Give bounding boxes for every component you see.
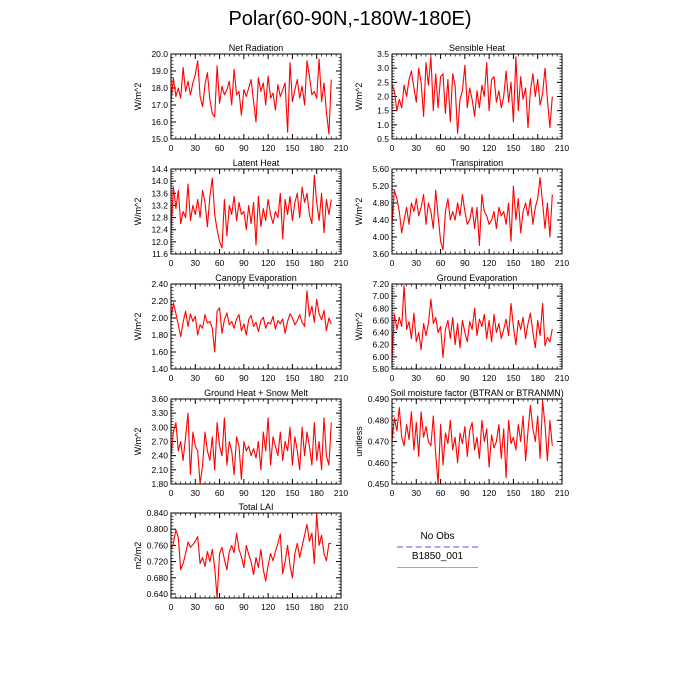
x-tick-label: 60	[435, 488, 446, 498]
y-tick-label: 3.5	[377, 49, 389, 59]
y-tick-label: 19.0	[151, 66, 168, 76]
series-line-b1850-001	[171, 514, 331, 598]
panel-title: Total LAI	[238, 502, 274, 512]
panel-title: Transpiration	[450, 158, 504, 168]
y-tick-label: 2.5	[377, 77, 389, 88]
x-tick-label: 150	[506, 373, 521, 383]
panel-title: Soil moisture factor (BTRAN or BTRANMN)	[390, 388, 564, 398]
y-tick-label: 6.40	[372, 327, 389, 338]
y-axis-label: W/m^2	[354, 197, 364, 226]
x-tick-label: 60	[435, 373, 446, 383]
y-tick-label: 4.40	[372, 215, 389, 225]
x-tick-label: 210	[554, 373, 570, 383]
y-axis-label: m2/m2	[133, 541, 143, 570]
x-tick-label: 30	[190, 258, 201, 268]
x-tick-label: 90	[460, 258, 470, 268]
x-tick-label: 180	[530, 143, 545, 153]
x-tick-label: 60	[214, 488, 225, 498]
panel-title: Net Radiation	[228, 43, 284, 53]
y-axis-label: W/m^2	[133, 427, 143, 456]
x-tick-label: 90	[460, 143, 470, 153]
y-tick-label: 17.0	[151, 100, 168, 110]
x-tick-label: 90	[239, 258, 249, 268]
y-axis-label: W/m^2	[133, 312, 143, 341]
x-tick-label: 0	[389, 258, 395, 268]
x-tick-label: 30	[190, 143, 201, 153]
y-tick-label: 2.40	[151, 450, 168, 461]
x-tick-label: 0	[168, 143, 174, 153]
x-tick-label: 180	[530, 258, 545, 268]
x-tick-label: 180	[530, 488, 545, 498]
y-tick-label: 0.840	[146, 508, 168, 518]
x-tick-label: 90	[460, 488, 470, 498]
x-tick-label: 150	[285, 143, 300, 153]
legend-obs-line	[397, 546, 478, 548]
chart-panel	[354, 273, 569, 383]
y-tick-label: 2.0	[377, 91, 389, 102]
y-tick-label: 1.40	[151, 364, 168, 374]
chart-panel	[133, 388, 348, 498]
y-axis-label: W/m^2	[354, 312, 364, 341]
x-tick-label: 30	[411, 373, 422, 383]
x-tick-label: 150	[285, 602, 300, 612]
y-tick-label: 13.6	[151, 188, 168, 199]
x-tick-label: 210	[333, 488, 349, 498]
series-line-b1850-001	[171, 291, 331, 352]
x-tick-label: 210	[333, 143, 349, 153]
x-tick-label: 30	[411, 143, 422, 153]
x-tick-label: 210	[554, 143, 570, 153]
x-tick-label: 180	[309, 258, 324, 268]
panel-title: Sensible Heat	[448, 43, 506, 53]
x-tick-label: 150	[285, 258, 300, 268]
y-tick-label: 11.6	[152, 249, 168, 259]
x-tick-label: 120	[261, 143, 276, 153]
x-tick-label: 30	[190, 488, 201, 498]
x-tick-label: 210	[554, 488, 570, 498]
y-tick-label: 7.20	[372, 279, 389, 289]
x-tick-label: 0	[168, 602, 174, 612]
y-tick-label: 12.0	[151, 236, 168, 247]
y-tick-label: 3.00	[151, 422, 168, 433]
x-tick-label: 150	[506, 488, 521, 498]
series-line-b1850-001	[392, 57, 552, 134]
y-tick-label: 14.0	[151, 176, 168, 187]
y-tick-label: 13.2	[151, 200, 168, 211]
y-axis-label: W/m^2	[354, 82, 364, 111]
x-tick-label: 30	[411, 488, 422, 498]
y-tick-label: 1.80	[151, 330, 168, 340]
y-tick-label: 0.460	[367, 457, 389, 468]
y-tick-label: 12.8	[151, 212, 168, 223]
x-tick-label: 60	[214, 373, 225, 383]
x-tick-label: 120	[261, 373, 276, 383]
x-tick-label: 120	[482, 143, 497, 153]
y-tick-label: 15.0	[151, 134, 168, 144]
y-tick-label: 0.490	[367, 394, 389, 404]
x-tick-label: 90	[239, 602, 249, 612]
plot-frame	[392, 284, 562, 369]
x-tick-label: 60	[435, 258, 446, 268]
x-tick-label: 30	[190, 373, 201, 383]
series-line-b1850-001	[392, 286, 552, 360]
x-tick-label: 150	[285, 488, 300, 498]
x-tick-label: 180	[309, 488, 324, 498]
y-tick-label: 0.680	[146, 572, 168, 583]
y-tick-label: 6.00	[372, 351, 389, 362]
y-tick-label: 3.30	[151, 408, 168, 419]
y-tick-label: 0.450	[367, 479, 389, 489]
x-tick-label: 90	[460, 373, 470, 383]
x-tick-label: 30	[190, 602, 201, 612]
series-line-b1850-001	[392, 178, 552, 250]
x-tick-label: 0	[389, 488, 395, 498]
y-tick-label: 1.80	[151, 479, 168, 489]
x-tick-label: 120	[261, 488, 276, 498]
y-tick-label: 1.0	[377, 119, 389, 130]
series-line-b1850-001	[171, 59, 331, 134]
x-tick-label: 120	[482, 373, 497, 383]
chart-panel	[133, 158, 348, 268]
y-tick-label: 7.00	[372, 291, 389, 302]
plot-frame	[171, 513, 341, 598]
figure-title: Polar(60-90N,-180W-180E)	[228, 8, 472, 30]
chart-panel	[354, 43, 569, 153]
chart-panel	[133, 273, 348, 383]
panel-title: Latent Heat	[232, 158, 280, 168]
x-tick-label: 120	[482, 258, 497, 268]
x-tick-label: 60	[435, 143, 446, 153]
x-tick-label: 0	[389, 143, 395, 153]
y-axis-label: unitless	[354, 426, 364, 457]
y-tick-label: 14.4	[151, 164, 168, 174]
y-tick-label: 2.70	[151, 436, 168, 447]
x-tick-label: 150	[285, 373, 300, 383]
x-tick-label: 180	[309, 602, 324, 612]
y-tick-label: 0.480	[367, 415, 389, 426]
x-tick-label: 120	[261, 258, 276, 268]
x-tick-label: 0	[168, 488, 174, 498]
legend-model-label: B1850_001	[411, 551, 464, 562]
chart-panel	[133, 43, 348, 153]
y-tick-label: 5.60	[372, 164, 389, 174]
x-tick-label: 180	[530, 373, 545, 383]
x-tick-label: 150	[506, 258, 521, 268]
x-tick-label: 30	[411, 258, 422, 268]
x-tick-label: 120	[482, 488, 497, 498]
y-tick-label: 5.20	[372, 181, 389, 191]
x-tick-label: 120	[261, 602, 276, 612]
x-tick-label: 60	[214, 258, 225, 268]
series-line-b1850-001	[171, 413, 331, 484]
x-tick-label: 0	[389, 373, 395, 383]
panel-title: Ground Heat + Snow Melt	[204, 388, 308, 398]
y-tick-label: 18.0	[151, 83, 168, 93]
y-tick-label: 12.4	[151, 224, 168, 235]
y-tick-label: 2.20	[151, 296, 168, 306]
y-tick-label: 6.20	[372, 339, 389, 350]
y-tick-label: 2.00	[151, 313, 168, 323]
x-tick-label: 210	[554, 258, 570, 268]
y-tick-label: 2.10	[151, 464, 168, 475]
y-tick-label: 2.40	[151, 279, 168, 289]
y-tick-label: 0.800	[146, 524, 168, 535]
x-tick-label: 60	[214, 143, 225, 153]
x-tick-label: 0	[168, 373, 174, 383]
y-tick-label: 0.470	[367, 436, 389, 447]
y-tick-label: 5.80	[372, 364, 389, 374]
chart-panel	[354, 158, 569, 268]
chart-panel	[354, 388, 569, 498]
x-tick-label: 0	[168, 258, 174, 268]
y-tick-label: 1.60	[151, 347, 168, 357]
x-tick-label: 90	[239, 143, 249, 153]
y-tick-label: 20.0	[151, 49, 168, 59]
panel-title: Ground Evaporation	[436, 273, 518, 283]
x-tick-label: 210	[333, 258, 349, 268]
y-tick-label: 4.00	[372, 232, 389, 242]
y-tick-label: 0.720	[146, 556, 168, 567]
x-tick-label: 150	[506, 143, 521, 153]
y-axis-label: W/m^2	[133, 82, 143, 111]
y-tick-label: 0.760	[146, 540, 168, 551]
y-tick-label: 6.80	[372, 303, 389, 314]
y-axis-label: W/m^2	[133, 197, 143, 226]
x-tick-label: 180	[309, 143, 324, 153]
series-line-b1850-001	[392, 401, 552, 484]
x-tick-label: 180	[309, 373, 324, 383]
x-tick-label: 90	[239, 373, 249, 383]
legend-obs-label: No Obs	[420, 531, 455, 542]
y-tick-label: 6.60	[372, 315, 389, 326]
panel-title: Canopy Evaporation	[215, 273, 297, 283]
y-tick-label: 1.5	[377, 105, 389, 116]
x-tick-label: 210	[333, 373, 349, 383]
x-tick-label: 210	[333, 602, 349, 612]
chart-panel	[133, 502, 348, 612]
y-tick-label: 3.0	[377, 63, 389, 74]
series-line-b1850-001	[171, 175, 331, 248]
y-tick-label: 4.80	[372, 198, 389, 208]
x-tick-label: 90	[239, 488, 249, 498]
y-tick-label: 0.5	[377, 134, 389, 144]
y-tick-label: 0.640	[146, 588, 168, 599]
legend-model-line	[397, 567, 478, 568]
y-tick-label: 16.0	[151, 117, 168, 127]
x-tick-label: 60	[214, 602, 225, 612]
y-tick-label: 3.60	[372, 249, 389, 259]
y-tick-label: 3.60	[151, 394, 168, 404]
